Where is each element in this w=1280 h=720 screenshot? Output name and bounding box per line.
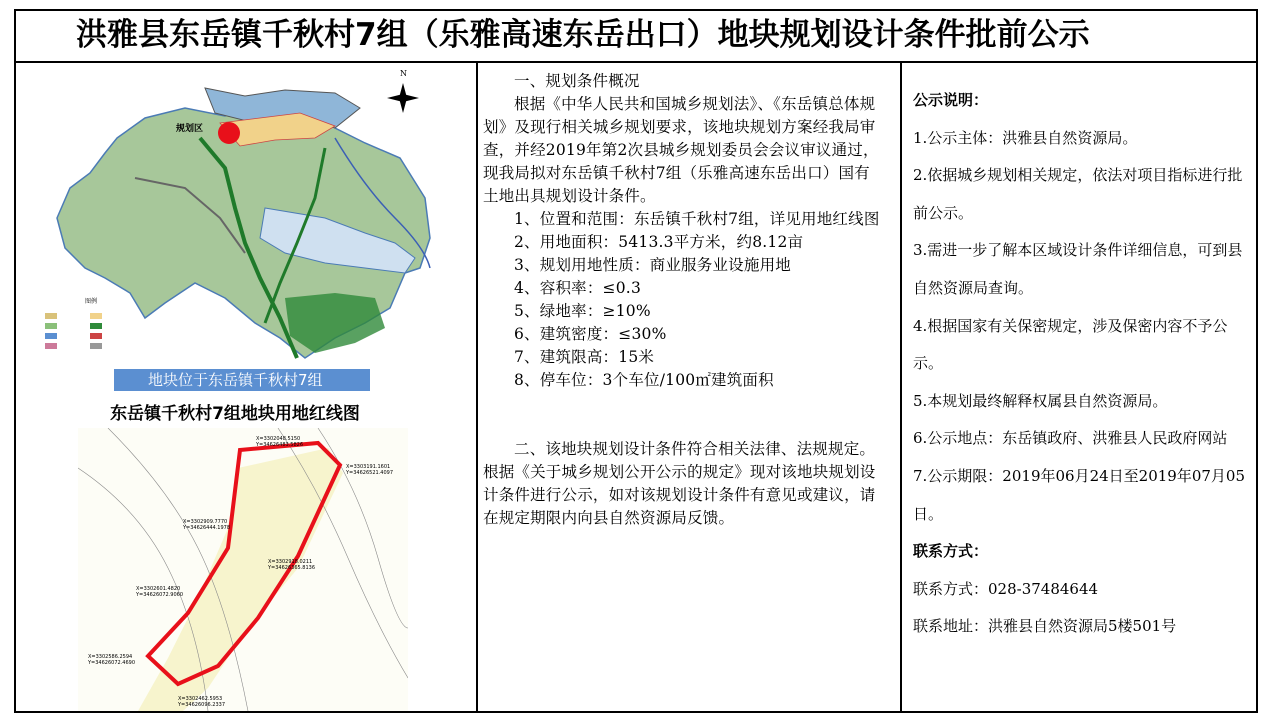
coordinate-label: X=3302601.4820 Y=34626072.9060 <box>136 586 184 598</box>
coordinate-label: X=3302909.7770 Y=34626444.1978 <box>183 519 231 531</box>
condition-location: 1、位置和范围：东岳镇千秋村7组，详见用地红线图 <box>514 210 880 228</box>
red-line-plot-map <box>78 428 408 711</box>
coordinate-label: X=3303191.1601 Y=34626521.4097 <box>346 464 394 476</box>
notice-item: 2.依据城乡规划相关规定，依法对项目指标进行批前公示。 <box>913 166 1243 222</box>
coordinate-label: X=3302048.5150 Y=34626483.5826 <box>256 436 304 448</box>
condition-parking: 8、停车位：3个车位/100㎡建筑面积 <box>514 371 774 389</box>
condition-far: 4、容积率：≤0.3 <box>514 279 641 297</box>
site-location-marker <box>218 122 240 144</box>
condition-area: 2、用地面积：5413.3平方米，约8.12亩 <box>514 233 804 251</box>
coordinate-label: X=3302586.2594 Y=34626072.4690 <box>88 654 136 666</box>
coordinate-label: X=3302918.0211 Y=34626365.8136 <box>268 559 316 571</box>
notice-heading: 公示说明： <box>913 91 989 109</box>
svg-text:图例: 图例 <box>85 298 98 305</box>
contact-phone: 联系方式：028-37484644 <box>913 579 1099 598</box>
notice-info <box>913 82 1251 646</box>
condition-green-ratio: 5、绿地率：≥10% <box>514 302 651 320</box>
location-banner: 地块位于东岳镇千秋村7组 <box>114 369 370 391</box>
north-label: N <box>400 69 407 78</box>
column-divider-right <box>900 61 902 713</box>
section-heading-2: 二、该地块规划设计条件符合相关法律、法规规定。根据《关于城乡规划公开公示的规定》现对该地块规划设计条件进行公示，如对该规划设计条件有意见或建议，请在规定期限内向县自然资源局反馈。 <box>483 440 876 527</box>
notice-item: 4.根据国家有关保密规定，涉及保密内容不予公示。 <box>913 316 1228 373</box>
notice-item: 3.需进一步了解本区域设计条件详细信息，可到县自然资源局查询。 <box>913 241 1243 297</box>
planning-conditions-text <box>483 70 883 530</box>
section-heading-1: 一、规划条件概况 <box>514 72 640 90</box>
notice-item: 1.公示主体：洪雅县自然资源局。 <box>913 128 1138 147</box>
contact-address: 联系地址：洪雅县自然资源局5楼501号 <box>913 617 1177 636</box>
condition-density: 6、建筑密度：≤30% <box>514 325 667 343</box>
paragraph-basis: 根据《中华人民共和国城乡规划法》、《东岳镇总体规划》及现行相关城乡规划要求，该地块规划方案经我局审查，并经2019年第2次县城乡规划委员会会议审议通过，现我局拟对东岳镇千秋村7组（乐雅高速东岳出口）国有土地出具规划设计条件。 <box>483 95 879 205</box>
contact-heading: 联系方式： <box>913 542 989 561</box>
condition-land-use: 3、规划用地性质：商业服务业设施用地 <box>514 256 791 274</box>
plot-map-title: 东岳镇千秋村7组地块用地红线图 <box>110 404 360 424</box>
notice-item: 6.公示地点：东岳镇政府、洪雅县人民政府网站 <box>913 429 1228 448</box>
map-site-label: 规划区 <box>176 124 204 134</box>
page-title: 洪雅县东岳镇千秋村7组（乐雅高速东岳出口）地块规划设计条件批前公示 <box>14 9 1258 63</box>
map-legend <box>45 297 102 349</box>
notice-item: 7.公示期限：2019年06月24日至2019年07月05日。 <box>913 466 1246 523</box>
column-divider-left <box>476 61 478 713</box>
location-map <box>35 68 445 368</box>
north-arrow-icon <box>387 83 419 113</box>
coordinate-label: X=3302462.5953 Y=34626096.2337 <box>178 696 226 708</box>
notice-item: 5.本规划最终解释权属县自然资源局。 <box>913 391 1168 410</box>
condition-height: 7、建筑限高：15米 <box>514 348 655 366</box>
